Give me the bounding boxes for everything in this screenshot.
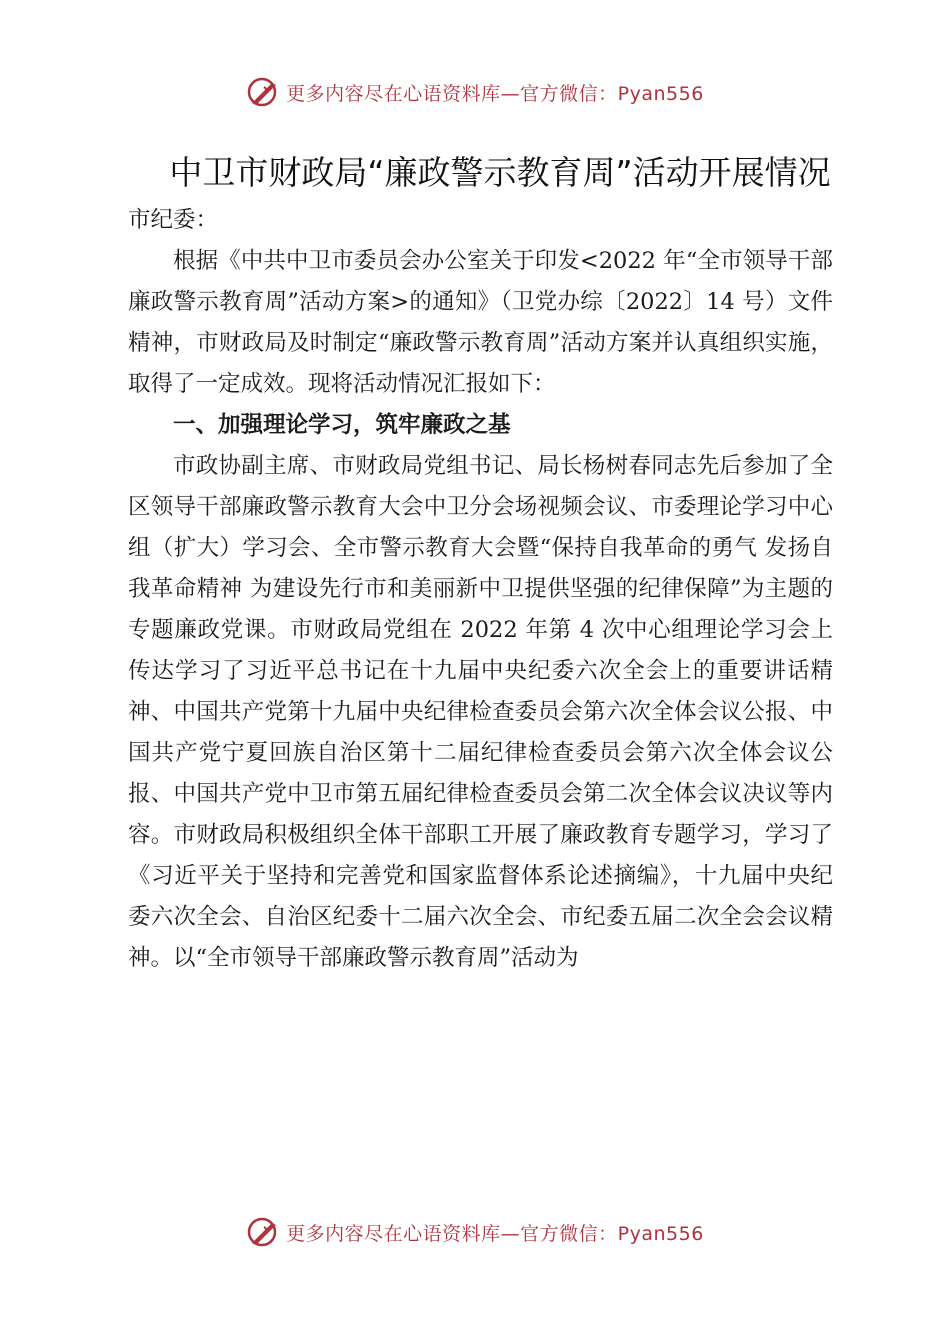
salutation: 市纪委： (128, 207, 219, 233)
section-heading: 一、加强理论学习，筑牢廉政之基 (173, 412, 511, 438)
banner-text: 更多内容尽在心语资料库—官方微信：Pyan556 (286, 82, 704, 105)
header-banner (0, 72, 950, 112)
paragraph-study: 市政协副主席、市财政局党组书记、局长杨树春同志先后参加了全区领导干部廉政警示教育大会中卫分会场视频会议、市委理论学习中心组（扩大）学习会、全市警示教育大会暨“保持自我革命的勇气 发扬自我革命精神 为建设先行市和美丽新中卫提供坚强的纪律保障”为主题的专题廉政党课。市财政局党组在 2022 年第 4 次中心组理论学习会上传达学习了习近平总书记在十九届中央纪委六次全会上的重要讲话精神、中国共产党第十九届中央纪律检查委员会第六次全体会议公报、中国共产党宁夏回族自治区第十二届纪律检查委员会第六次全体会议公报、中国共产党中卫市第五届纪律检查委员会第二次全体会议决议等内容。市财政局积极组织全体干部职工开展了廉政教育专题学习，学习了《习近平关于坚持和完善党和国家监督体系论述摘编》，十九届中央纪委六次全会、自治区纪委十二届六次全会、市纪委五届二次全会会议精神。以“全市领导干部廉政警示教育周”活动为 (128, 453, 833, 971)
footer-banner (0, 1212, 950, 1252)
document-body (128, 200, 833, 979)
document-title: 中卫市财政局“廉政警示教育周”活动开展情况 (169, 153, 831, 192)
paragraph-intro: 根据《中共中卫市委员会办公室关于印发<2022 年“全市领导干部廉政警示教育周”活动方案>的通知》（卫党办综〔2022〕14 号）文件精神，市财政局及时制定“廉政警示教育周”活动方案并认真组织实施，取得了一定成效。现将活动情况汇报如下： (128, 248, 833, 397)
pen-logo-icon (246, 75, 280, 109)
pen-logo-icon (246, 1215, 280, 1249)
banner-text: 更多内容尽在心语资料库—官方微信：Pyan556 (286, 1222, 704, 1245)
